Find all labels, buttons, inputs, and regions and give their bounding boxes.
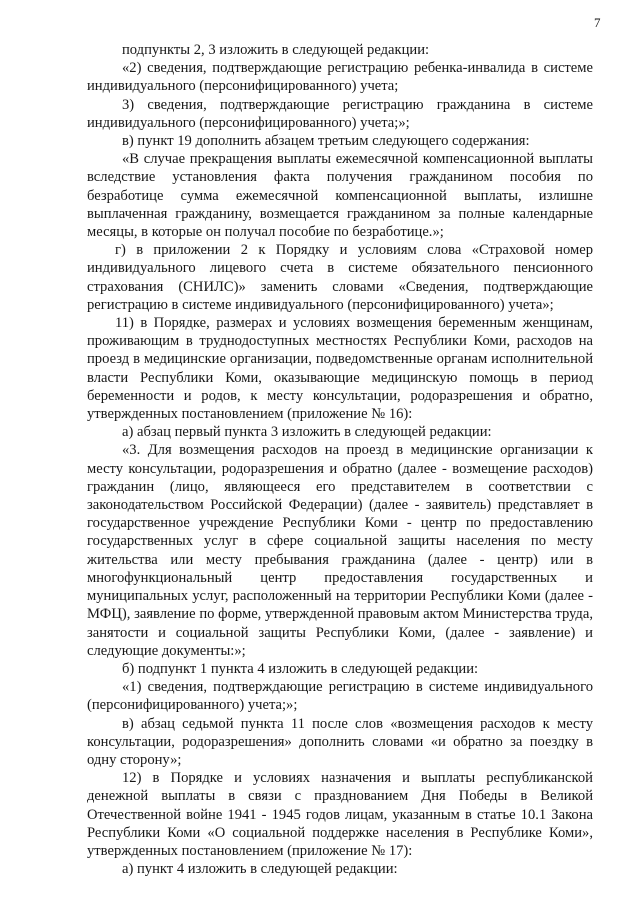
paragraph: г) в приложении 2 к Порядку и условиям слова «Страховой номер индивидуального лицевого счета в системе обязательного пенсионного страхования (СНИЛС)» заменить словами «Сведения, подтверждающие регистрацию в системе индивидуального (персонифицированного) учета»;: [87, 242, 593, 313]
paragraph: 3) сведения, подтверждающие регистрацию гражданина в системе индивидуального (персонифицированного) учета;»;: [87, 96, 593, 131]
paragraph: «3. Для возмещения расходов на проезд в медицинские организации к месту консультации, родоразрешения и обратно (далее - возмещение расходов) гражданин (лицо, являющееся его представителем в соответствии с законодательством Российской Федерации) (далее - заявитель) представляет в государственное учреждение Республики Коми - центр по предоставлению государственных услуг в сфере социальной защиты населения по месту жительства или месту пребывания гражданина (далее - центр) или в многофункциональный центр предоставления государственных и муниципальных услуг, расположенный на территории Республики Коми (далее - МФЦ), заявление по форме, утвержденной правовым актом Министерства труда, занятости и социальной защиты Республики Коми, (далее - заявление) и следующие документы:»;: [87, 442, 593, 659]
paragraph: в) пункт 19 дополнить абзацем третьим следующего содержания:: [122, 133, 530, 150]
paragraph: «1) сведения, подтверждающие регистрацию в системе индивидуального (персонифицированного) учета;»;: [87, 679, 593, 714]
paragraph: подпункты 2, 3 изложить в следующей редакции:: [122, 42, 430, 58]
page-number: 7: [594, 15, 601, 30]
paragraph: б) подпункт 1 пункта 4 изложить в следующей редакции:: [122, 660, 479, 677]
paragraph: «2) сведения, подтверждающие регистрацию ребенка-инвалида в системе индивидуального (персонифицированного) учета;: [87, 60, 593, 95]
paragraph: а) пункт 4 изложить в следующей редакции:: [122, 861, 398, 878]
paragraph: 12) в Порядке и условиях назначения и выплаты республиканской денежной выплаты в связи с празднованием Дня Победы в Великой Отечественной войне 1941 - 1945 годов лицам, указанным в статье 10.1 Закона Республики Коми «О социальной поддержке населения в Республике Коми», утвержденных постановлением (приложение № 17):: [87, 770, 593, 859]
paragraph: «В случае прекращения выплаты ежемесячной компенсационной выплаты вследствие установления факта получения гражданином пособия по безработице сумма ежемесячной компенсационной выплаты, излишне выплаченная гражданину, возмещается гражданином за полные календарные месяцы, в которые он получал пособие по безработице.»;: [87, 151, 593, 241]
paragraph: а) абзац первый пункта 3 изложить в следующей редакции:: [122, 424, 492, 441]
paragraph: в) абзац седьмой пункта 11 после слов «возмещения расходов к месту консультации, родоразрешения» дополнить словами «и обратно за поездку в одну сторону»;: [87, 715, 593, 768]
document-body: [87, 41, 593, 878]
paragraph: 11) в Порядке, размерах и условиях возмещения беременным женщинам, проживающим в труднодоступных местностях Республики Коми, расходов на проезд в медицинские организации, подведомственные органам исполнительной власти Республики Коми, оказывающие медицинскую помощь в период беременности и родов, к месту консультации, родоразрешения и обратно, утвержденных постановлением (приложение № 16):: [87, 315, 593, 423]
